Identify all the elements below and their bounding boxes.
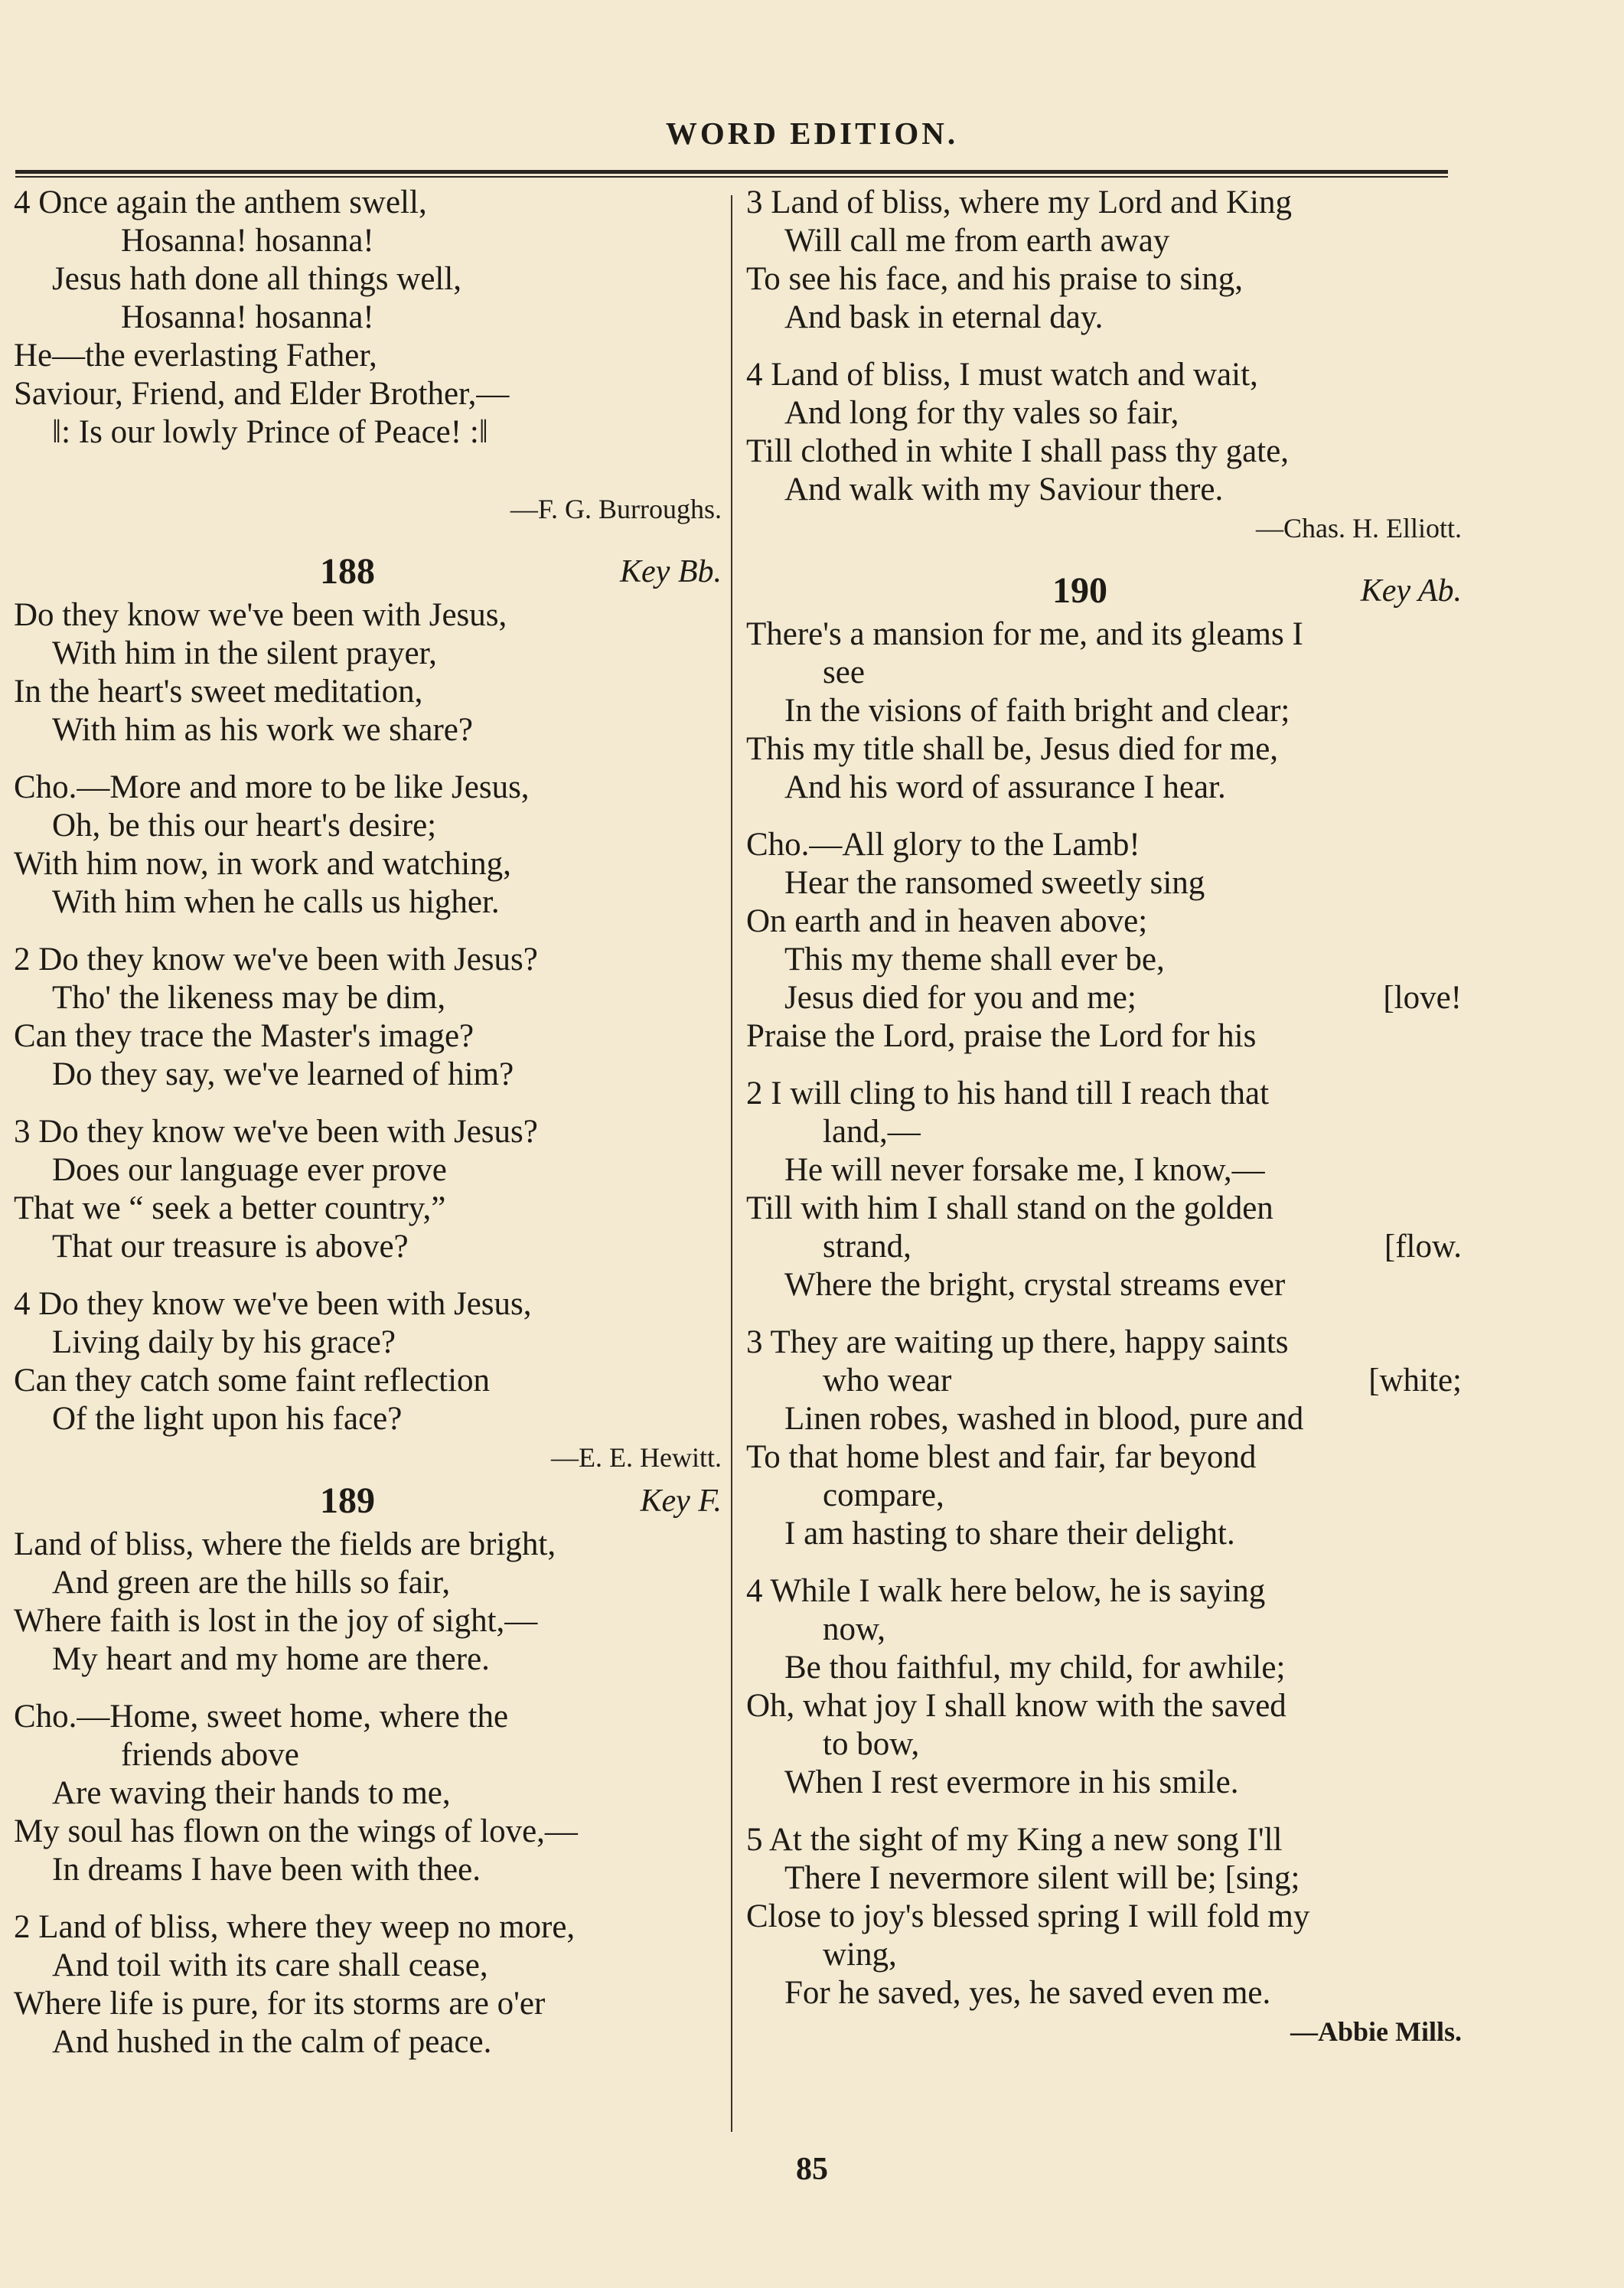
verse-line: 3 They are waiting up there, happy saints (746, 1324, 1289, 1360)
verse-line: 5 At the sight of my King a new song I'll (746, 1822, 1283, 1858)
verse-line: who wear [white; (823, 1363, 1462, 1399)
verse-line: And his word of assurance I hear. (784, 769, 1226, 805)
verse-line: And toil with its care shall cease, (52, 1947, 488, 1983)
verse-line: 4 While I walk here below, he is saying (746, 1573, 1266, 1609)
verse-line: 3 Do they know we've been with Jesus? (14, 1114, 538, 1150)
verse-line: My heart and my home are there. (52, 1641, 490, 1677)
verse-line: Will call me from earth away (784, 223, 1170, 259)
verse-line: 2 Land of bliss, where they weep no more, (14, 1909, 576, 1945)
verse-line: When I rest evermore in his smile. (784, 1764, 1239, 1800)
chorus-line: With him when he calls us higher. (52, 884, 500, 920)
verse-line-with-hand (14, 452, 722, 490)
attribution: —Abbie Mills. (1290, 2016, 1462, 2047)
verse-line: Hosanna! hosanna! (121, 223, 374, 259)
chorus-line: On earth and in heaven above; (746, 903, 1148, 939)
verse-line: Can they catch some faint reflection (14, 1363, 491, 1399)
verse-line: He—the everlasting Father, (14, 338, 377, 374)
verse-line: Linen robes, washed in blood, pure and (784, 1401, 1304, 1437)
verse-line: Land of bliss, where the fields are bright, (14, 1526, 556, 1562)
verse-line: Till clothed in white I shall pass thy gate, (746, 433, 1290, 469)
verse-line: wing, (823, 1937, 897, 1973)
verse-line: To see his face, and his praise to sing, (746, 261, 1243, 297)
hymn-heading (14, 547, 722, 596)
hymn-key: Key Ab. (1360, 573, 1462, 609)
verse-line: In the heart's sweet meditation, (14, 674, 423, 710)
chorus-line: In dreams I have been with thee. (52, 1852, 481, 1888)
verse-line: see (823, 654, 865, 690)
chorus-line: My soul has flown on the wings of love,— (14, 1813, 578, 1849)
page-number: 85 (796, 2152, 828, 2187)
verse-line: to bow, (823, 1726, 920, 1762)
attribution: —F. G. Burroughs. (510, 494, 722, 524)
column-divider (731, 195, 732, 2132)
left-column (14, 184, 722, 2061)
verse-line: 4 Do they know we've been with Jesus, (14, 1286, 532, 1322)
verse-line: And long for thy vales so fair, (784, 395, 1179, 431)
right-column (746, 184, 1462, 2051)
hymn-number: 190 (1052, 570, 1107, 611)
verse-line: ‖: Is our lowly Prince of Peace! :‖ (52, 414, 488, 450)
chorus-line: friends above (121, 1737, 299, 1773)
verse-line: Living daily by his grace? (52, 1324, 396, 1360)
verse-line: 4 Once again the anthem swell, (14, 184, 427, 220)
chorus-line: Praise the Lord, praise the Lord for his (746, 1018, 1257, 1054)
verse-line: For he saved, yes, he saved even me. (784, 1975, 1271, 2011)
chorus-line: Oh, be this our heart's desire; (52, 808, 437, 844)
chorus-line: Are waving their hands to me, (52, 1775, 451, 1811)
verse-line: And hushed in the calm of peace. (52, 2024, 492, 2060)
verse-line: Till with him I shall stand on the golden (746, 1190, 1273, 1226)
verse-line: Does our language ever prove (52, 1152, 447, 1188)
hymn-heading (14, 1477, 722, 1526)
chorus-line: Cho.—More and more to be like Jesus, (14, 769, 530, 805)
verse-line: 2 Do they know we've been with Jesus? (14, 942, 538, 978)
verse-line: Jesus hath done all things well, (52, 261, 462, 297)
verse-line: land,— (823, 1114, 921, 1150)
verse-line: And walk with my Saviour there. (784, 472, 1224, 508)
verse-line: That our treasure is above? (52, 1229, 409, 1265)
hymn-heading (746, 566, 1462, 615)
verse-line: Where faith is lost in the joy of sight,— (14, 1603, 538, 1639)
verse-line: Oh, what joy I shall know with the saved (746, 1688, 1286, 1724)
attribution: —Chas. H. Elliott. (1256, 513, 1462, 543)
chorus-line: With him now, in work and watching, (14, 846, 511, 882)
verse-line: Do they know we've been with Jesus, (14, 597, 507, 633)
verse-line: To that home blest and fair, far beyond (746, 1439, 1257, 1475)
verse-line: In the visions of faith bright and clear; (784, 693, 1290, 729)
verse-line: And green are the hills so fair, (52, 1565, 451, 1601)
verse-line: Tho' the likeness may be dim, (52, 980, 446, 1016)
verse-line: Where life is pure, for its storms are o'er (14, 1986, 546, 2022)
verse-line: Close to joy's blessed spring I will fold my (746, 1898, 1310, 1934)
verse-line: He will never forsake me, I know,— (784, 1152, 1265, 1188)
verse-line: now, (823, 1611, 886, 1647)
verse-line: Hosanna! hosanna! (121, 299, 374, 335)
hymn-key: Key Bb. (620, 554, 722, 589)
verse-line: strand, [flow. (823, 1229, 1462, 1265)
verse-line: There's a mansion for me, and its gleams I (746, 616, 1303, 652)
header-rule (15, 170, 1448, 174)
verse-line: I am hasting to share their delight. (784, 1516, 1235, 1552)
hymn-number: 189 (320, 1480, 375, 1521)
verse-line: 4 Land of bliss, I must watch and wait, (746, 357, 1258, 393)
hymn-number: 188 (320, 551, 375, 592)
verse-line: With him in the silent prayer, (52, 635, 437, 671)
hymn-key: Key F. (640, 1483, 722, 1519)
chorus-line: This my theme shall ever be, (784, 942, 1165, 978)
page-header: WORD EDITION. (665, 116, 959, 151)
verse-line: With him as his work we share? (52, 712, 473, 748)
verse-line: compare, (823, 1477, 944, 1513)
verse-line: Saviour, Friend, and Elder Brother,— (14, 376, 510, 412)
attribution: —E. E. Hewitt. (551, 1442, 722, 1473)
chorus-line: Cho.—All glory to the Lamb! (746, 827, 1140, 863)
verse-line: And bask in eternal day. (784, 299, 1104, 335)
verse-line: Can they trace the Master's image? (14, 1018, 474, 1054)
verse-line: Be thou faithful, my child, for awhile; (784, 1650, 1286, 1686)
verse-line: Where the bright, crystal streams ever (784, 1267, 1286, 1303)
chorus-line: Jesus died for you and me; [love! (784, 980, 1462, 1016)
verse-line: That we “ seek a better country,” (14, 1190, 446, 1226)
verse-line: Of the light upon his face? (52, 1401, 403, 1437)
verse-line: 2 I will cling to his hand till I reach that (746, 1075, 1270, 1111)
verse-line: Do they say, we've learned of him? (52, 1056, 514, 1092)
chorus-line: Cho.—Home, sweet home, where the (14, 1699, 509, 1735)
chorus-line: Hear the ransomed sweetly sing (784, 865, 1205, 901)
header-rule-thin (15, 176, 1448, 178)
verse-line: 3 Land of bliss, where my Lord and King (746, 184, 1292, 220)
verse-line: This my title shall be, Jesus died for me, (746, 731, 1279, 767)
verse-line: There I nevermore silent will be; [sing; (784, 1860, 1300, 1896)
